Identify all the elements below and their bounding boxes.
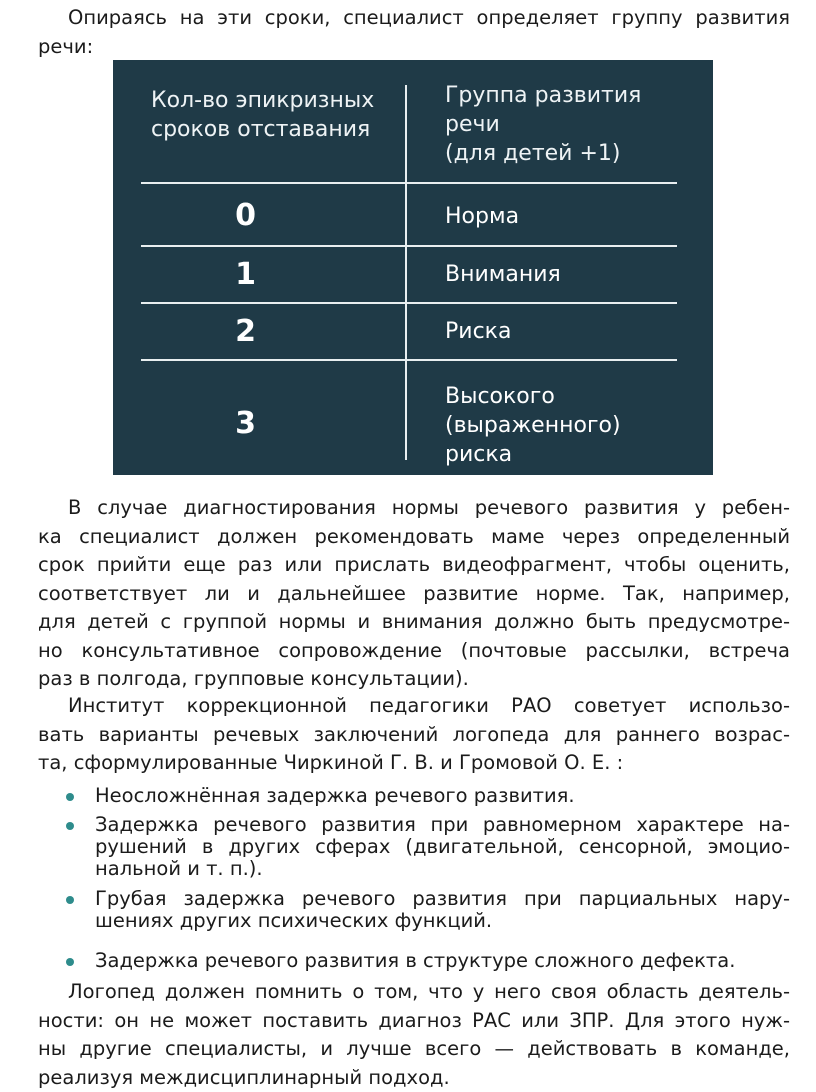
text-line: Грубая задержка речевого развития при парциальных нару-: [95, 888, 790, 910]
lag-count-cell: 3: [113, 406, 378, 441]
group-cell: [445, 202, 519, 231]
header-text: Группа развития: [445, 81, 641, 110]
text-line: но консультативное сопровождение (почтовые рассылки, встреча: [38, 637, 790, 666]
text-line: Логопед должен помнить о том, что у него своя область деятель-: [38, 978, 790, 1007]
list-item-text: [95, 814, 790, 880]
text-line: ка специалист должен рекомендовать маме через определенный: [38, 523, 790, 552]
text-line: Задержка речевого развития при равномерном характере на-: [95, 814, 790, 836]
bullet-dot-icon: [66, 958, 74, 966]
group-text: Риска: [445, 319, 511, 344]
text-line: соответствует ли и дальнейшее развитие норме. Так, например,: [38, 580, 790, 609]
text-line: реализуя междисциплинарный подход.: [38, 1064, 790, 1092]
paragraph-norm-followup: [38, 494, 790, 694]
text-line: для детей с группой нормы и внимания должно быть предусмотре-: [38, 608, 790, 637]
group-text: Внимания: [445, 262, 561, 287]
text-line: раз в полгода, групповые консультации).: [38, 665, 790, 694]
text-line: вать варианты речевых заключений логопеда для раннего возрас-: [38, 721, 790, 750]
header-lag-periods: [151, 86, 374, 144]
bullet-dot-icon: [66, 793, 74, 801]
text-line: рушений в других сферах (двигательной, сенсорной, эмоцио-: [95, 836, 790, 858]
header-speech-group: [445, 81, 641, 168]
row-divider: [141, 302, 677, 304]
header-text: сроков отставания: [151, 115, 374, 144]
paragraph-institute-advice: [38, 692, 790, 778]
text-line: нальной и т. п.).: [95, 858, 790, 880]
row-divider: [141, 245, 677, 247]
header-text: (для детей +1): [445, 139, 641, 168]
text-line: срок прийти еще раз или прислать видеофрагмент, чтобы оценить,: [38, 551, 790, 580]
paragraph-speech-therapist: [38, 978, 790, 1092]
text-line: ности: он не может поставить диагноз РАС или ЗПР. Для этого нуж-: [38, 1007, 790, 1036]
group-text: риска: [445, 440, 621, 469]
text-line: Задержка речевого развития в структуре сложного дефекта.: [95, 950, 790, 972]
text-line: Опираясь на эти сроки, специалист определяет группу развития: [38, 4, 790, 33]
lag-count-cell: 2: [113, 314, 378, 349]
bullet-dot-icon: [66, 822, 74, 830]
header-text: речи: [445, 110, 641, 139]
text-line: ны другие специалисты, и лучше всего — действовать в команде,: [38, 1035, 790, 1064]
list-item-text: [95, 888, 790, 932]
text-line: та, сформулированные Чиркиной Г. В. и Громовой О. Е. :: [38, 749, 790, 778]
row-divider: [141, 359, 677, 361]
list-item-text: [95, 785, 790, 807]
group-text: Высокого: [445, 382, 621, 411]
text-line: шениях других психических функций.: [95, 910, 790, 932]
intro-paragraph: [38, 4, 790, 61]
text-line: Неосложнённая задержка речевого развития.: [95, 785, 790, 807]
column-divider: [405, 85, 407, 460]
group-cell: [445, 317, 511, 346]
header-text: Кол-во эпикризных: [151, 86, 374, 115]
group-text: Норма: [445, 204, 519, 229]
group-text: (выраженного): [445, 411, 621, 440]
text-line: В случае диагностирования нормы речевого развития у ребен-: [38, 494, 790, 523]
group-cell: [445, 382, 621, 469]
list-item-text: [95, 950, 790, 972]
text-line: Институт коррекционной педагогики РАО советует использо-: [38, 692, 790, 721]
lag-count-cell: 0: [113, 198, 378, 233]
bullet-dot-icon: [66, 896, 74, 904]
text-line: речи:: [38, 33, 790, 62]
group-cell: [445, 260, 561, 289]
speech-group-table: [113, 60, 713, 475]
row-divider: [141, 182, 677, 184]
lag-count-cell: 1: [113, 257, 378, 292]
